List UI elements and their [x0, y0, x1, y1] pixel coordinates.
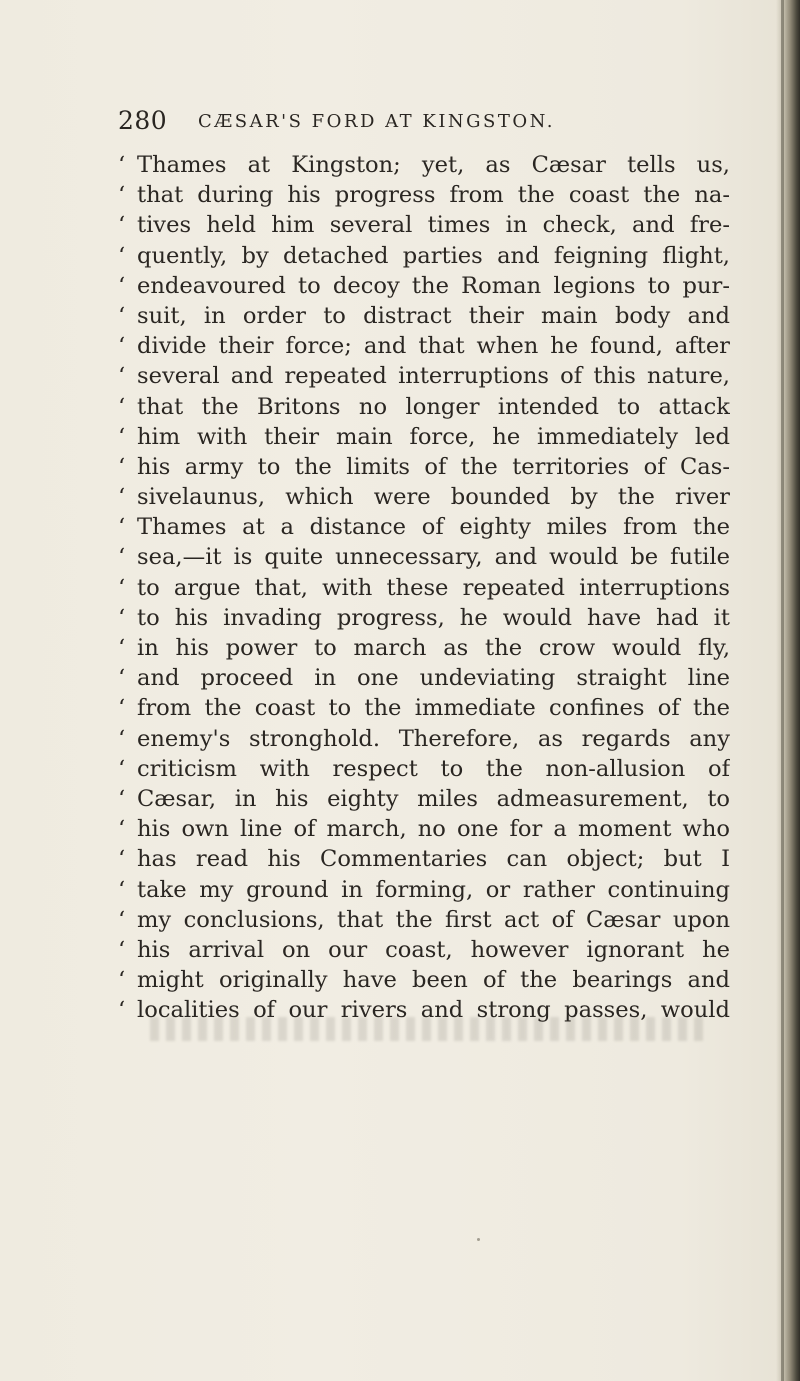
- text-line: [118, 422, 730, 452]
- line-text: has read his Commentaries can object; but I: [137, 846, 730, 873]
- text-line: [118, 844, 730, 874]
- quotation-mark: ‘: [118, 695, 126, 722]
- line-text: several and repeated interruptions of this nature,: [137, 363, 730, 390]
- page-number: 280: [118, 106, 168, 135]
- text-line: [118, 754, 730, 784]
- quotation-mark: ‘: [118, 333, 126, 360]
- quotation-mark: ‘: [118, 604, 126, 631]
- text-line: [118, 542, 730, 572]
- line-text: in his power to march as the crow would fly,: [137, 635, 730, 661]
- line-text: enemy's stronghold. Therefore, as regards any: [137, 725, 730, 752]
- text-line: [118, 392, 730, 422]
- quotation-mark: ‘: [118, 725, 126, 752]
- text-line: [118, 271, 730, 301]
- quotation-mark: ‘: [118, 755, 126, 782]
- quotation-mark: ‘: [118, 363, 126, 390]
- line-text: Thames at a distance of eighty miles from the: [137, 514, 730, 541]
- text-line: [118, 935, 730, 965]
- quotation-mark: ‘: [118, 574, 126, 601]
- book-spine-shadow: [776, 0, 800, 1381]
- line-text: localities of our rivers and strong passes, would: [137, 997, 730, 1024]
- text-line: [118, 633, 730, 663]
- text-line: [118, 995, 730, 1025]
- text-line: [118, 965, 730, 995]
- quotation-mark: ‘: [118, 152, 126, 178]
- line-text: him with their main force, he immediately led: [137, 423, 730, 450]
- text-line: [118, 814, 730, 844]
- text-line: [118, 150, 730, 180]
- text-line: [118, 482, 730, 512]
- line-text: sivelaunus, which were bounded by the river: [137, 484, 730, 511]
- line-text: Cæsar, in his eighty miles admeasurement, to: [137, 785, 730, 812]
- line-text: take my ground in forming, or rather continuing: [137, 876, 730, 903]
- line-text: his own line of march, no one for a moment who: [137, 816, 730, 843]
- text-line: [118, 210, 730, 240]
- quotation-mark: ‘: [118, 212, 126, 239]
- quotation-mark: ‘: [118, 453, 126, 480]
- running-head: CÆSAR'S FORD AT KINGSTON.: [198, 111, 555, 132]
- quotation-mark: ‘: [118, 665, 126, 692]
- quotation-mark: ‘: [118, 423, 126, 450]
- text-line: [118, 784, 730, 814]
- page-header: [118, 106, 778, 142]
- text-line: [118, 452, 730, 482]
- text-line: [118, 905, 730, 935]
- quotation-mark: ‘: [118, 936, 126, 963]
- quotation-mark: ‘: [118, 906, 126, 933]
- quotation-mark: ‘: [118, 997, 126, 1024]
- text-line: [118, 663, 730, 693]
- text-line: [118, 693, 730, 723]
- text-line: [118, 241, 730, 271]
- line-text: endeavoured to decoy the Roman legions to pur-: [137, 272, 730, 299]
- quotation-mark: ‘: [118, 876, 126, 903]
- quotation-mark: ‘: [118, 242, 126, 269]
- line-text: might originally have been of the bearings and: [137, 967, 730, 994]
- quotation-mark: ‘: [118, 302, 126, 329]
- line-text: divide their force; and that when he found, after: [137, 333, 730, 360]
- quotation-mark: ‘: [118, 846, 126, 873]
- line-text: my conclusions, that the first act of Cæsar upon: [137, 906, 730, 933]
- text-line: [118, 331, 730, 361]
- line-text: that the Britons no longer intended to attack: [137, 393, 730, 420]
- line-text: to argue that, with these repeated interruptions: [137, 574, 730, 601]
- quotation-mark: ‘: [118, 272, 126, 299]
- text-line: [118, 512, 730, 542]
- quotation-mark: ‘: [118, 544, 126, 571]
- line-text: Thames at Kingston; yet, as Cæsar tells us,: [137, 152, 730, 178]
- line-text: his arrival on our coast, however ignorant he: [137, 936, 730, 963]
- quotation-mark: ‘: [118, 967, 126, 994]
- line-text: sea,—it is quite unnecessary, and would be futile: [137, 544, 730, 571]
- text-line: [118, 724, 730, 754]
- line-text: to his invading progress, he would have had it: [137, 604, 730, 631]
- quotation-mark: ‘: [118, 514, 126, 541]
- quotation-mark: ‘: [118, 484, 126, 511]
- body-text: [118, 150, 730, 1025]
- quotation-mark: ‘: [118, 816, 126, 843]
- text-line: [118, 301, 730, 331]
- line-text: criticism with respect to the non-allusion of: [137, 755, 730, 782]
- text-line: [118, 603, 730, 633]
- text-line: [118, 573, 730, 603]
- line-text: and proceed in one undeviating straight line: [137, 665, 730, 692]
- line-text: from the coast to the immediate confines of the: [137, 695, 730, 722]
- quotation-mark: ‘: [118, 635, 126, 661]
- quotation-mark: ‘: [118, 182, 126, 209]
- line-text: suit, in order to distract their main body and: [137, 302, 730, 329]
- quotation-mark: ‘: [118, 785, 126, 812]
- line-text: tives held him several times in check, and fre-: [137, 212, 730, 239]
- paper-speck: [477, 1238, 480, 1241]
- quotation-mark: ‘: [118, 393, 126, 420]
- line-text: quently, by detached parties and feigning flight,: [137, 242, 730, 269]
- line-text: his army to the limits of the territories of Cas-: [137, 453, 730, 480]
- text-line: [118, 361, 730, 391]
- line-text: that during his progress from the coast the na-: [137, 182, 730, 209]
- text-line: [118, 875, 730, 905]
- book-spine-edge: [781, 0, 784, 1381]
- text-line: [118, 180, 730, 210]
